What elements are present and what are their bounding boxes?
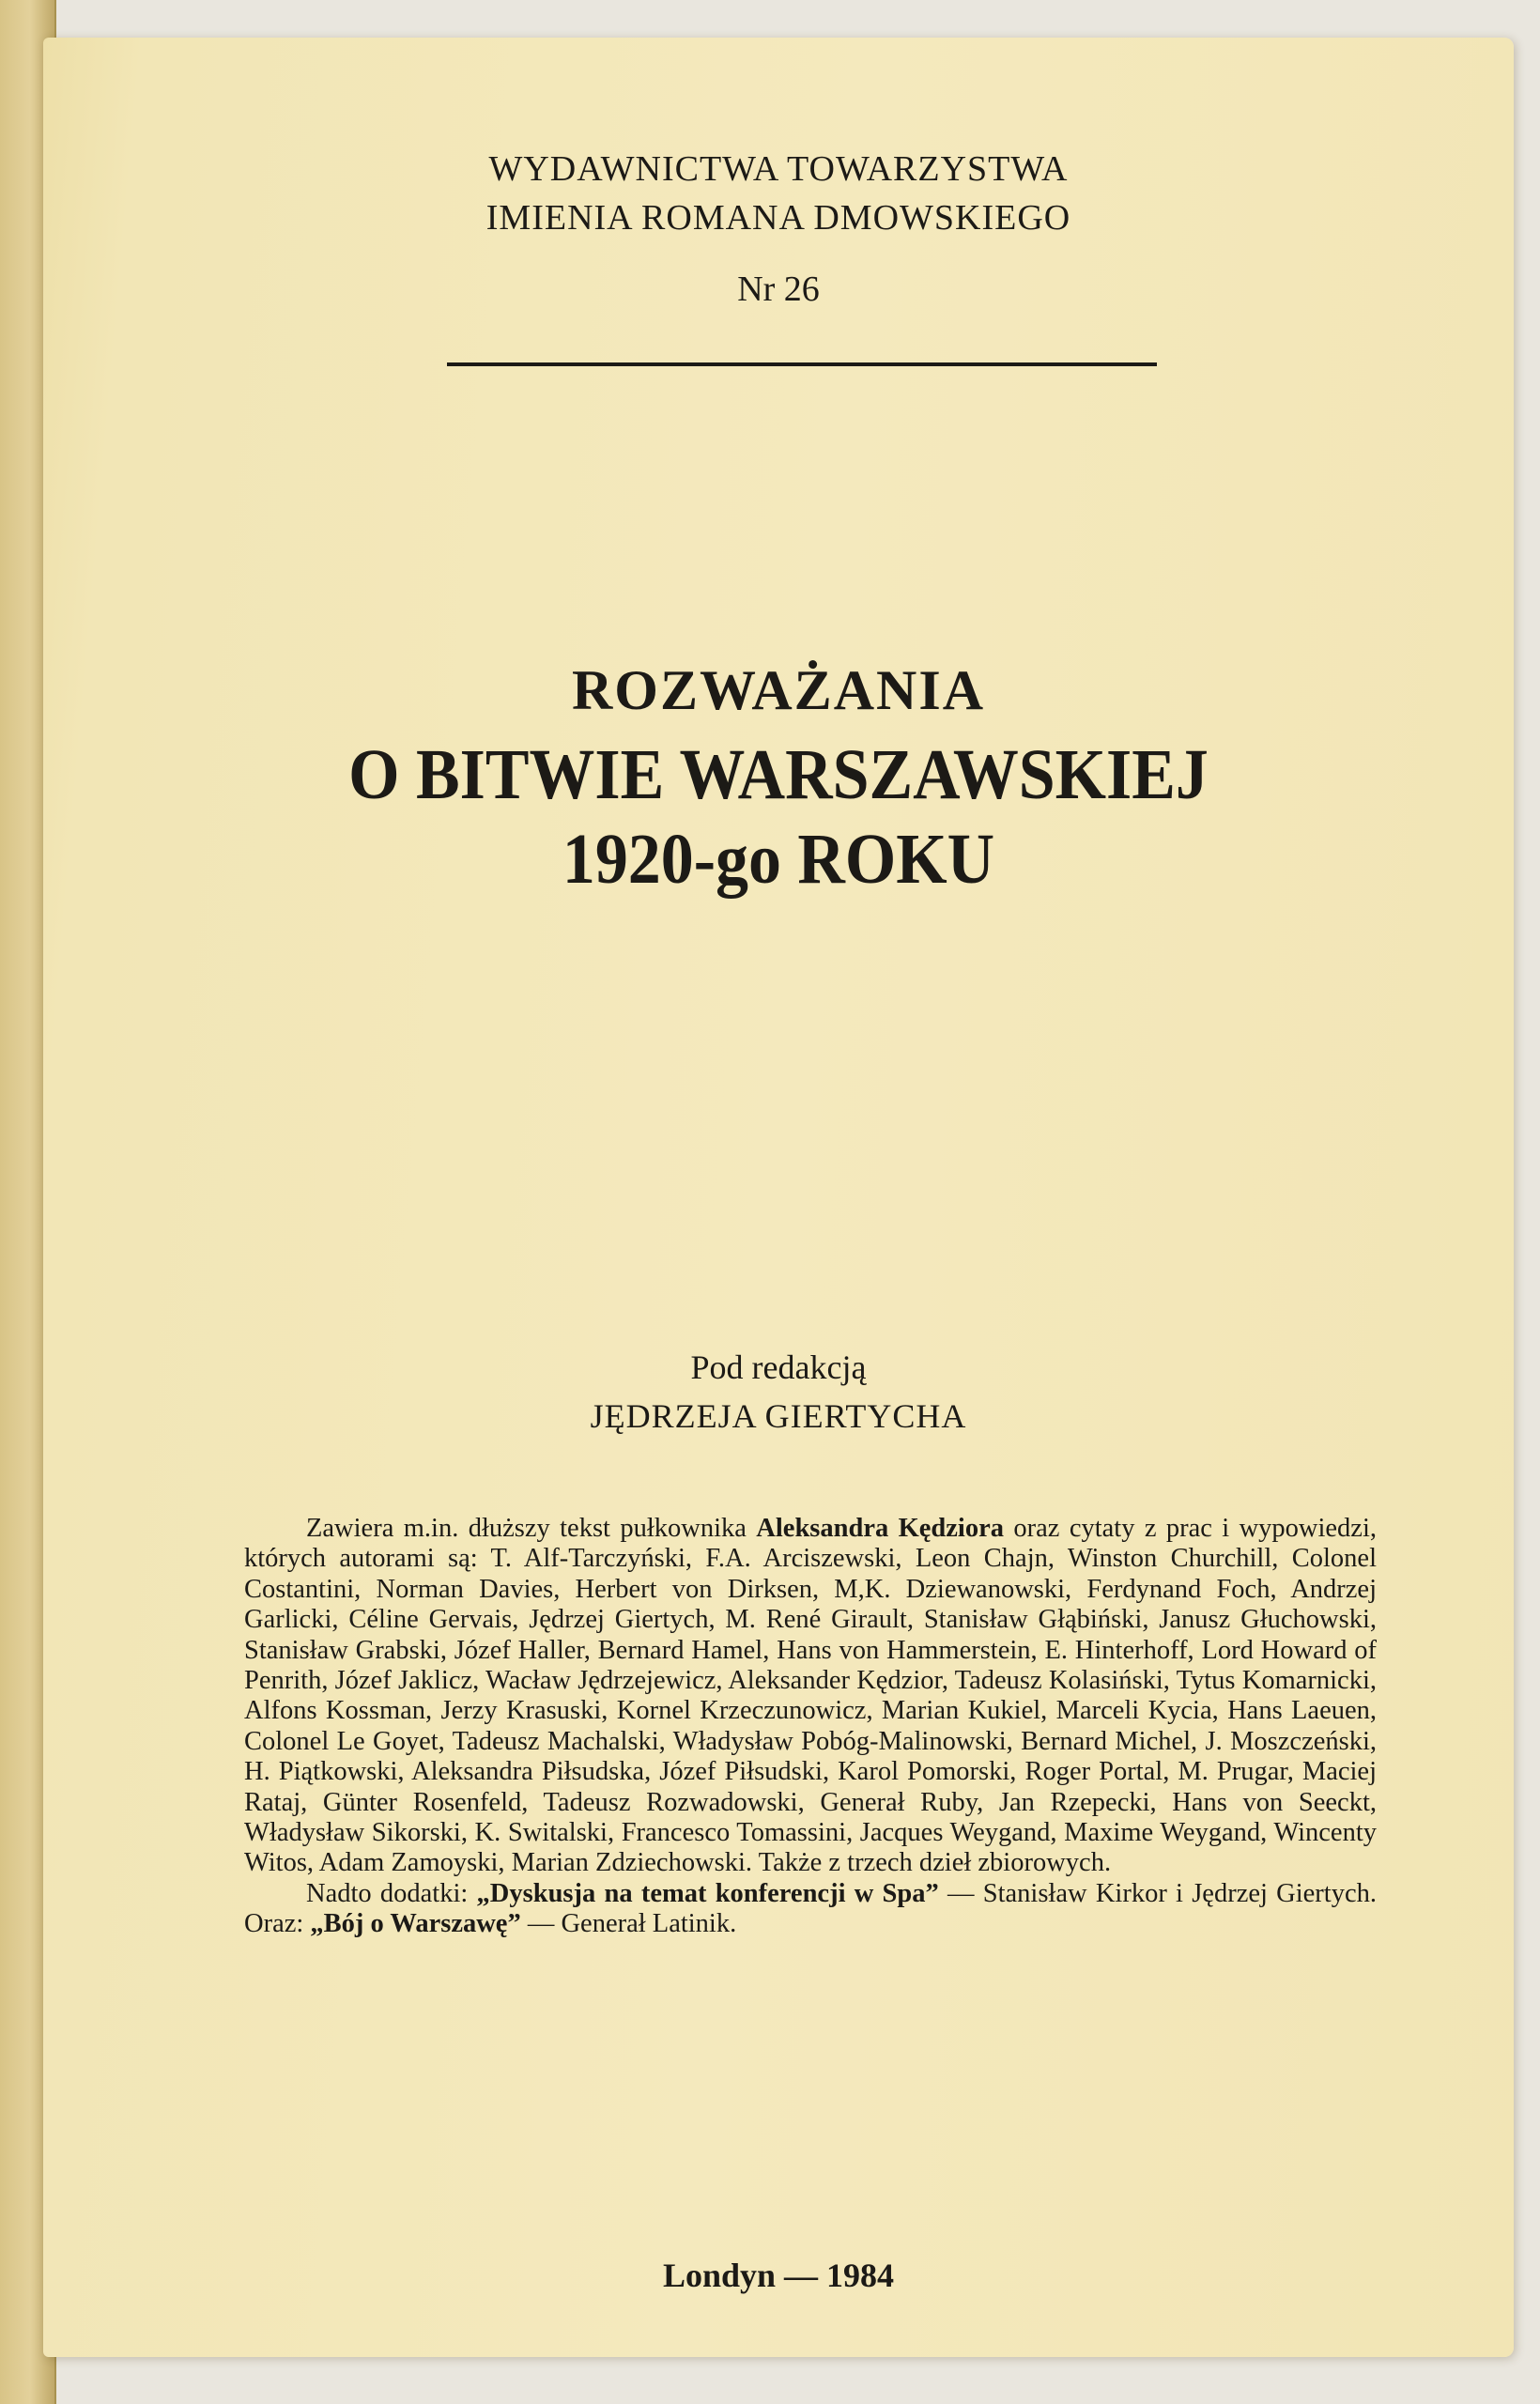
divider-rule [447,362,1157,366]
publisher-line-1: WYDAWNICTWA TOWARZYSTWA [488,149,1069,189]
title-line-1: ROZWAŻANIA [571,659,986,721]
book-description [244,1514,1377,1940]
title-page [43,38,1514,2357]
description-paragraph-1 [244,1514,1377,1879]
title-line-3: 1920-go ROKU [562,820,995,899]
description-p1-bold: Aleksandra Kędziora [756,1514,1005,1543]
description-p1-rest: oraz cytaty z prac i wypowiedzi, których autorami są: T. Alf-Tarczyński, F.A. Arciszewski, Leon Chajn, Winston Churchill, Colonel Costantini, Norman Davies, Herbert von Dirksen, M,K. Dziewanowski, Ferdynand Foch, Andrzej Garlicki, Céline Gervais, Jędrzej Giertych, M. René Girault, Stanisław Głąbiński, Janusz Głuchowski, Stanisław Grabski, Józef Haller, Bernard Hamel, Hans von Hammerstein, E. Hinterhoff, Lord Howard of Penrith, Józef Jaklicz, Wacław Jędrzejewicz, Aleksander Kędzior, Tadeusz Kolasiński, Tytus Komarnicki, Alfons Kossman, Jerzy Krasuski, Kornel Krzeczunowicz, Marian Kukiel, Marceli Kycia, Hans Laeuen, Colonel Le Goyet, Tadeusz Machalski, Władysław Pobóg-Malinowski, Bernard Michel, J. Moszczeński, H. Piątkowski, Aleksandra Piłsudska, Józef Piłsudski, Karol Pomorski, Roger Portal, M. Prugar, Maciej Rataj, Günter Rosenfeld, Tadeusz Rozwadowski, Generał Ruby, Jan Rzepecki, Hans von Seeckt, Władysław Sikorski, K. Switalski, Francesco Tomassini, Jacques Weygand, Maxime Weygand, Wincenty Witos, Adam Zamoyski, Marian Zdziechowski. Także z trzech dzieł zbiorowych. [244,1514,1378,1878]
publisher-line-2: IMIENIA ROMANA DMOWSKIEGO [485,198,1071,238]
editor-name: JĘDRZEJA GIERTYCHA [590,1397,967,1435]
description-p2-mid: — Stanisław Kirkor i Jędrzej Giertych. Oraz: [244,1878,1377,1939]
description-p2-bold-2: „Bój o Warszawę” [310,1909,521,1939]
editor-intro: Pod redakcją [690,1348,867,1386]
description-p2-bold-1: „Dyskusja na temat konferencji w Spa” [476,1878,939,1908]
book-title [43,648,1514,902]
place-and-year: Londyn — 1984 [662,2257,895,2294]
publisher-heading [43,145,1514,242]
editor-credit [43,1343,1514,1441]
title-line-2: O BITWIE WARSZAWSKIEJ [348,735,1209,814]
series-number: Nr 26 [737,270,820,309]
description-p1-prefix: Zawiera m.in. dłuższy tekst pułkownika [306,1514,757,1543]
description-paragraph-2 [244,1879,1377,1940]
description-p2-prefix: Nadto dodatki: [306,1878,477,1908]
description-p2-end: — Generał Latinik. [520,1909,737,1939]
